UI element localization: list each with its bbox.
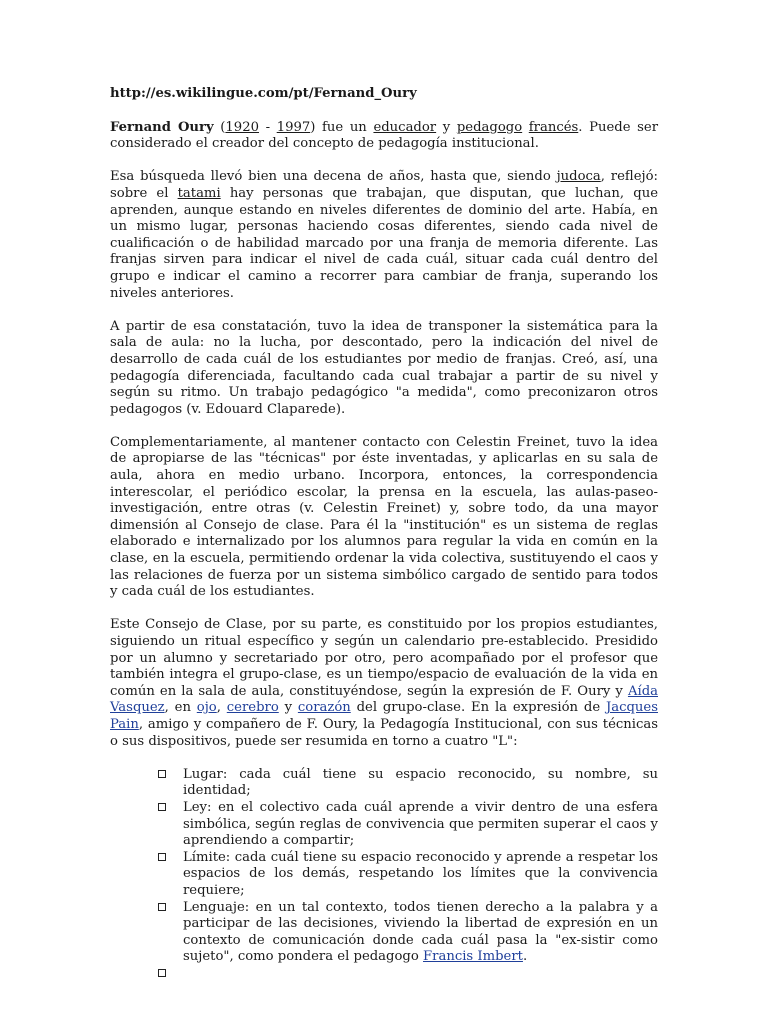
bullet-square-icon (158, 853, 166, 861)
link-frances[interactable]: francés (528, 119, 579, 135)
bullet-square-icon (158, 969, 166, 977)
paragraph-franjas: A partir de esa constatación, tuvo la idea de transponer la sistemática para la sala de aula: no la lucha, por descontado, pero la indicación del nivel de desarrollo de cada cuál de los estudiantes por medio de franjas. Creó, así, una pedagogía diferenciada, facultando cada cual trabajar a partir de su nivel y según su ritmo. Un trabajo pedagógico "a medida", como preconizaron otros pedagogos (v. Edouard Claparede). (110, 318, 658, 417)
link-jacques-pain[interactable]: Jacques Pain (110, 700, 658, 732)
paragraph-freinet: Complementariamente, al mantener contacto con Celestin Freinet, tuvo la idea de apropiarse de las "técnicas" por éste inventadas, y aplicarlas en su sala de aula, ahora en medio urbano. Incorpora, entonces, la correspondencia interescolar, el periódico escolar, la prensa en la escuela, las aulas-paseo-investigación, entre otras (v. Celestin Freinet) y, sobre todo, da una mayor dimensión al Consejo de clase. Para él la "institución" es un sistema de reglas elaborado e internalizado por los alumnos para regular la vida en común en la clase, en la escuela, permitiendo ordenar la vida colectiva, sustituyendo el caos y las relaciones de fuerza por un sistema simbólico cargado de sentido para todos y cada cuál de los estudiantes. (110, 434, 658, 600)
list-item-lugar: Lugar: cada cuál tiene su espacio reconocido, su nombre, su identidad; (110, 767, 658, 800)
paragraph-intro: Fernand Oury (1920 - 1997) fue un educador y pedagogo francés. Puede ser considerado el creador del concepto de pedagogía institucional. (110, 119, 659, 152)
bullet-square-icon (158, 770, 166, 778)
four-l-list (110, 767, 658, 983)
list-item-lenguaje: Lenguaje: en un tal contexto, todos tienen derecho a la palabra y a participar de las decisiones, viviendo la libertad de expresión en un contexto de comunicación donde cada cuál pasa la "ex-sistir como sujeto", como pondera el pedagogo Francis Imbert. (110, 900, 658, 966)
paragraph-judo: Esa búsqueda llevó bien una decena de años, hasta que, siendo judoca, reflejó: sobre el tatami hay personas que trabajan, que disputan, que luchan, que aprenden, aunque estando en niveles diferentes de dominio del arte. Había, en un mismo lugar, personas haciendo cosas diferentes, siendo cada nivel de cualificación o de habilidad marcado por una franja de memoria diferente. Las franjas sirven para indicar el nivel de cada cuál, situar cada cuál dentro del grupo e indicar el camino a recorrer para cambiar de franja, superando los niveles anteriores. (110, 169, 658, 301)
list-item-empty (110, 966, 658, 983)
link-francis-imbert[interactable]: Francis Imbert (423, 949, 523, 965)
source-url: http://es.wikilingue.com/pt/Fernand_Oury (110, 86, 417, 101)
link-tatami[interactable]: tatami (177, 185, 221, 201)
link-ojo[interactable]: ojo (196, 700, 217, 716)
link-educador[interactable]: educador (373, 119, 437, 135)
link-judoca[interactable]: judoca (556, 169, 601, 185)
bullet-square-icon (158, 803, 166, 811)
list-item-limite: Límite: cada cuál tiene su espacio reconocido y aprende a respetar los espacios de los demás, respetando los límites que la convivencia requiere; (110, 850, 658, 900)
subject-name: Fernand Oury (110, 119, 214, 135)
link-cerebro[interactable]: cerebro (226, 700, 279, 716)
document-body (110, 86, 658, 983)
list-item-ley: Ley: en el colectivo cada cuál aprende a vivir dentro de una esfera simbólica, según reglas de convivencia que permiten superar el caos y aprendiendo a compartir; (110, 800, 658, 850)
link-pedagogo[interactable]: pedagogo (456, 119, 523, 135)
link-year-death[interactable]: 1997 (276, 119, 311, 135)
link-aida-vasquez[interactable]: Aída Vasquez (110, 683, 658, 716)
link-corazon[interactable]: corazón (297, 700, 351, 716)
bullet-square-icon (158, 903, 166, 911)
link-year-birth[interactable]: 1920 (225, 119, 259, 135)
paragraph-consejo: Este Consejo de Clase, por su parte, es constituido por los propios estudiantes, siguiendo un ritual específico y según un calendario pre-establecido. Presidido por un alumno y secretariado por otro, pero acompañado por el profesor que también integra el grupo-clase, es un tiempo/espacio de evaluación de la vida en común en la sala de aula, constituyéndose, según la expresión de F. Oury y Aída Vasquez, en ojo, cerebro y corazón del grupo-clase. En la expresión de Jacques Pain, amigo y compañero de F. Oury, la Pedagogía Institucional, con sus técnicas o sus dispositivos, puede ser resumida en torno a cuatro "L": (110, 617, 658, 749)
